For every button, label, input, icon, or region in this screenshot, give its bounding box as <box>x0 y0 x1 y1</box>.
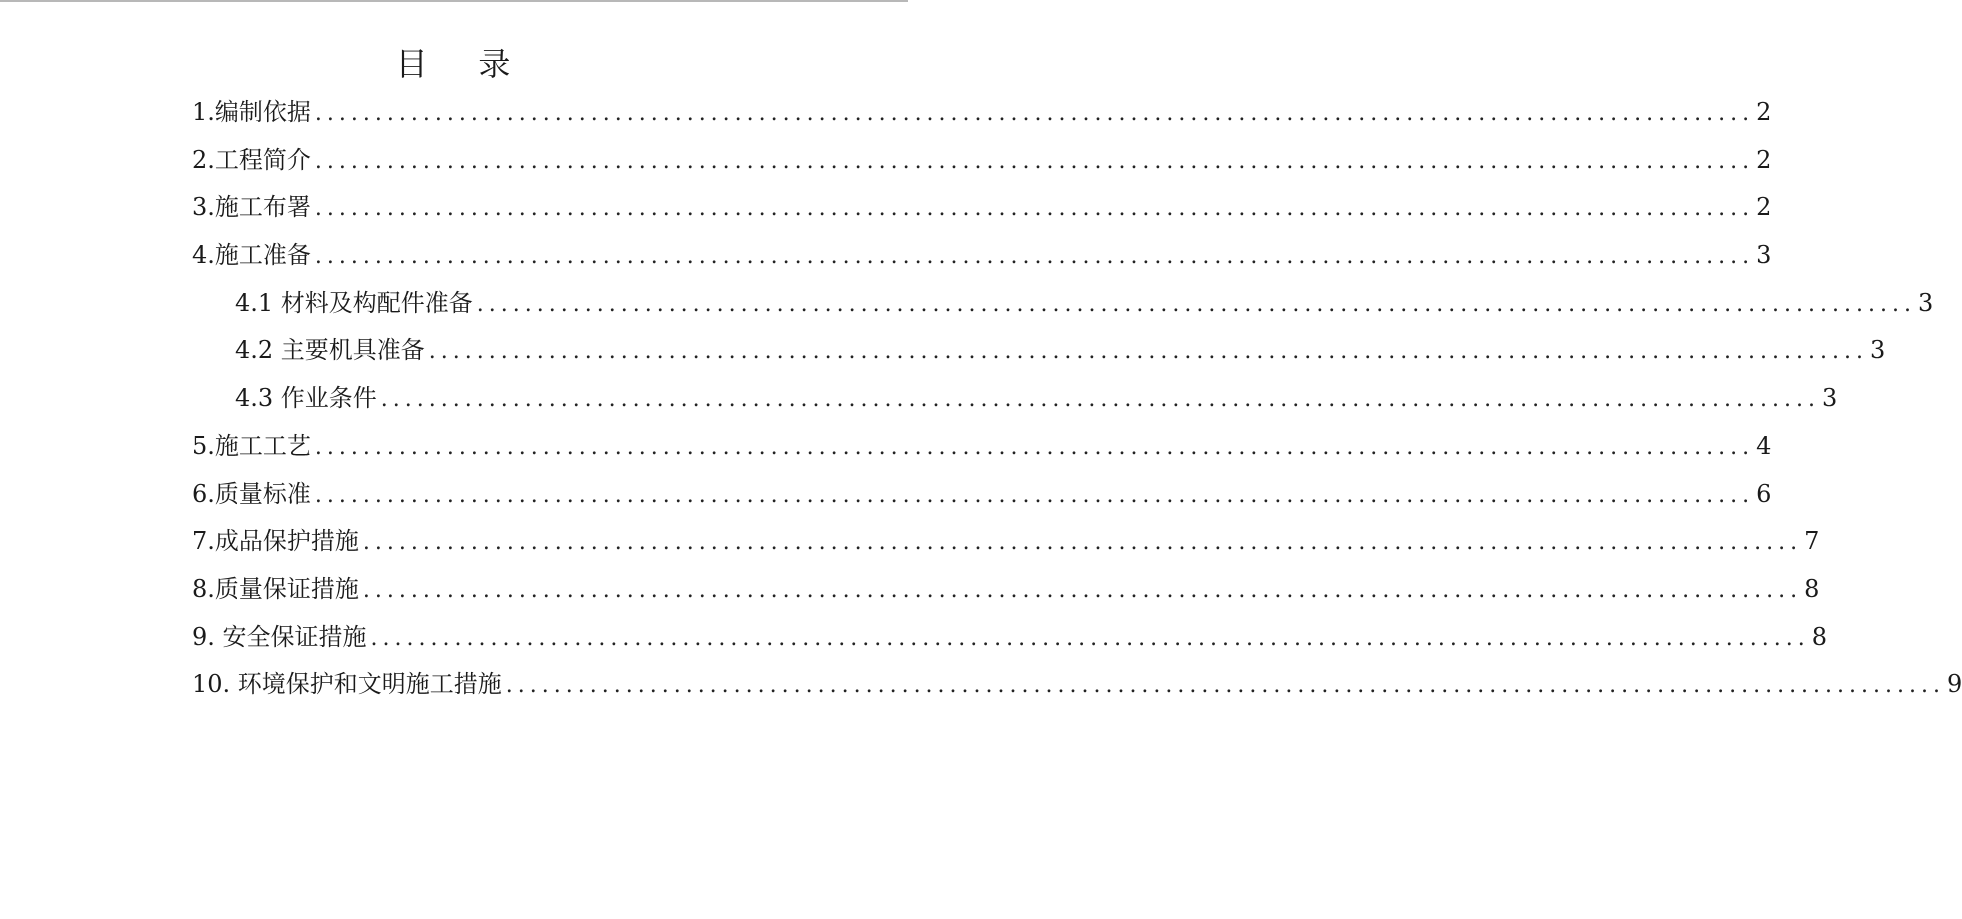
toc-entry[interactable] <box>192 232 1772 280</box>
toc-list <box>192 89 1962 709</box>
toc-leader-dots: ........................................................................................................................ <box>362 577 1803 603</box>
toc-leader-dots: ........................................................................................................................ <box>314 101 1755 126</box>
toc-entry-label: 9. 安全保证措施 <box>192 622 367 651</box>
toc-entry-page: 4 <box>1756 431 1772 460</box>
toc-entry[interactable] <box>192 89 1772 137</box>
toc-entry[interactable] <box>192 423 1772 471</box>
toc-leader-dots: ........................................................................................................................ <box>314 482 1755 508</box>
toc-leader-dots: ........................................................................................................................ <box>314 244 1755 270</box>
toc-subentry[interactable] <box>192 327 1886 375</box>
toc-entry-label: 6.质量标准 <box>192 479 311 508</box>
toc-entry-label: 5.施工工艺 <box>192 431 311 460</box>
toc-entry-page: 9 <box>1946 670 1962 699</box>
toc-subentry[interactable] <box>192 375 1838 423</box>
toc-entry-page: 3 <box>1917 288 1934 317</box>
toc-entry-label: 8.质量保证措施 <box>192 574 359 603</box>
toc-entry[interactable] <box>192 518 1820 566</box>
toc-leader-dots: ........................................................................................................................ <box>314 196 1755 222</box>
toc-entry[interactable] <box>192 137 1772 185</box>
toc-leader-dots: ........................................................................................................................ <box>314 434 1755 460</box>
toc-entry-label: 10. 环境保护和文明施工措施 <box>192 670 502 699</box>
toc-leader-dots: ........................................................................................................................ <box>505 673 1945 699</box>
toc-entry-label: 4.3 作业条件 <box>235 384 377 413</box>
toc-entry-label: 2.工程简介 <box>192 145 311 174</box>
toc-entry[interactable] <box>192 184 1772 232</box>
toc-leader-dots: ........................................................................................................................ <box>428 339 1868 365</box>
toc-leader-dots: ........................................................................................................................ <box>380 387 1820 413</box>
toc-leader-dots: ........................................................................................................................ <box>314 148 1755 174</box>
toc-entry-label: 4.施工准备 <box>192 241 311 270</box>
toc-entry-label: 4.2 主要机具准备 <box>235 336 425 365</box>
toc-entry-page: 7 <box>1804 527 1820 556</box>
toc-entry-label: 1.编制依据 <box>192 98 311 126</box>
toc-entry-page: 8 <box>1811 622 1827 651</box>
toc-entry-label: 7.成品保护措施 <box>192 527 359 556</box>
toc-entry-page: 8 <box>1804 574 1820 603</box>
toc-entry-page: 3 <box>1821 384 1838 413</box>
toc-entry-page: 2 <box>1756 145 1772 174</box>
toc-leader-dots: ........................................................................................................................ <box>362 530 1803 556</box>
toc-entry-page: 2 <box>1756 98 1772 126</box>
toc-entry-page: 2 <box>1756 193 1772 222</box>
toc-entry[interactable] <box>192 661 1962 709</box>
toc-entry[interactable] <box>192 614 1827 662</box>
toc-entry-label: 4.1 材料及构配件准备 <box>235 288 473 317</box>
toc-title: 目 录 <box>395 45 513 83</box>
toc-subentry[interactable] <box>192 280 1934 328</box>
toc-leader-dots: ........................................................................................................................ <box>476 291 1916 317</box>
toc-entry[interactable] <box>192 471 1772 519</box>
toc-entry-page: 3 <box>1869 336 1886 365</box>
toc-entry-page: 6 <box>1756 479 1772 508</box>
toc-entry-label: 3.施工布署 <box>192 193 311 222</box>
toc-entry[interactable] <box>192 566 1820 614</box>
toc-entry-page: 3 <box>1756 241 1772 270</box>
toc-leader-dots: ........................................................................................................................ <box>370 625 1810 651</box>
